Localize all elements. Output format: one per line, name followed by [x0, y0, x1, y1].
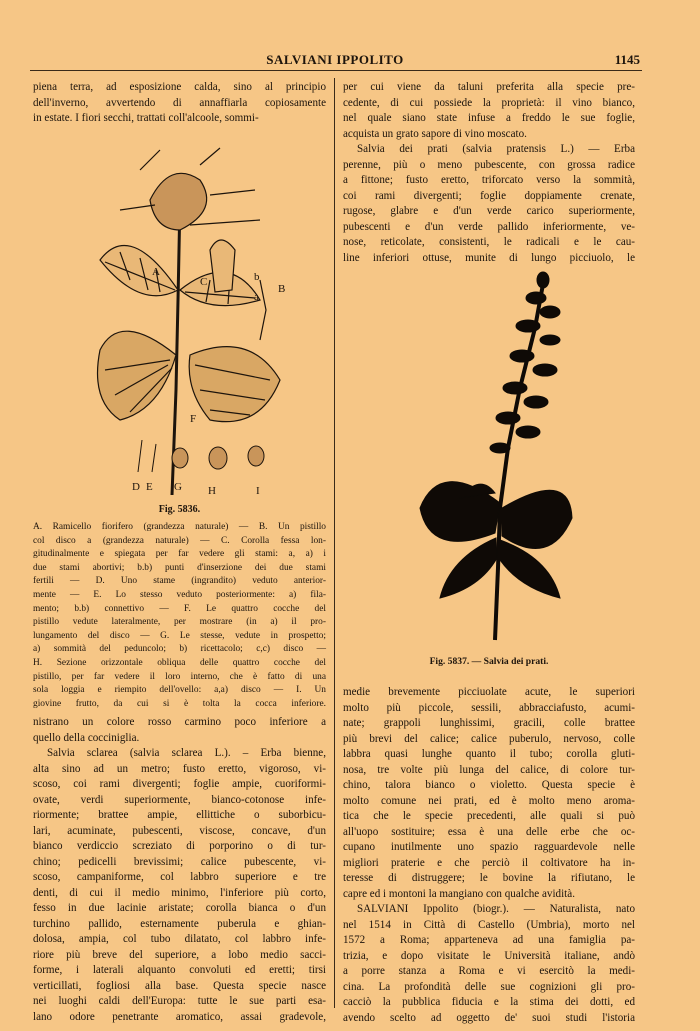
text-line: cupano inutilmente uno spazio ragguardevole nelle: [343, 841, 635, 853]
text-line: in estate. I fiori secchi, trattati coll'alcoole, sommi-: [33, 112, 259, 124]
text-line: trizia, e dopo visitate le Università italiane, andò: [343, 949, 635, 962]
text-line: riore più breve del superiore, a lobo medio sacci-: [33, 948, 326, 961]
caption-line: H. Sezione orizzontale obliqua delle quattro cocche del: [33, 657, 326, 668]
left-column-top: [33, 80, 326, 127]
figure-letter: a: [254, 291, 259, 303]
figure-5836-illustration: [60, 140, 310, 495]
text-line: pubescenti e d'un verde pallido inferiormente, ve-: [343, 220, 635, 233]
caption-line: mente — E. Lo stesso veduto posteriormente: a) fila-: [33, 589, 326, 600]
caption-line: due stami abortivi; b.b) punti d'inserzione dei due stami: [33, 562, 326, 573]
text-line: chino, talora bianco o violetto. Questa specie è: [343, 779, 635, 791]
text-line: molto più piccole, sessili, abbracciafusto, acumi-: [343, 701, 635, 714]
figure-letter: D: [132, 481, 140, 493]
text-line: capre ed i montoni la mangiano con qualche avidità.: [343, 887, 575, 900]
text-line: fesso in due lacinie aristate; corolla bianca o d'un: [33, 902, 326, 914]
text-line: ovate, verdi superiormente, bianco-cotonose infe-: [33, 793, 326, 806]
text-line: dell'inverno, avvertendo di annaffiarla copiosamente: [33, 96, 326, 109]
caption-line: mento; b.b) connettivo — F. Le quattro cocche del: [33, 603, 326, 614]
text-line: coi rami divergenti; foglie doppiamente crenate,: [343, 189, 635, 202]
caption-line: giovine frutto, da cui si è tolta la cocca inferiore.: [33, 698, 326, 709]
figure-letter: F: [190, 413, 197, 425]
header-rule: [30, 70, 642, 71]
text-line: migliori praterie e che perciò il coltivatore ha in-: [343, 856, 635, 869]
text-line: più brevi del calice; calice puberulo, nervoso, colle: [343, 732, 635, 745]
text-line: a porre stanza a Roma e vi esercitò la medi-: [343, 965, 635, 977]
text-line: Salvia dei prati (salvia pratensis L.) — Erba: [357, 143, 635, 155]
text-line: forme, i laterali alquanto convoluti ed eretti; tirsi: [33, 964, 326, 976]
text-line: rugose, glabre e d'un verde carico superiormente,: [343, 205, 635, 217]
text-line: lari, acuminate, pubescenti, viscose, concave, d'un: [33, 824, 326, 837]
text-line: alta sino ad un metro; fusto eretto, vigoroso, vi-: [33, 762, 326, 775]
text-line: nate; grappoli lunghissimi, gracili, colle brattee: [343, 717, 635, 729]
caption-line: col disco a (grandezza naturale) — C. Corolla fessa lon-: [33, 535, 326, 546]
figure-letter: G: [174, 481, 182, 493]
caption-line: gitudinalmente e spiegata per far vedere gli stami: a, a) i: [33, 549, 326, 560]
text-line: line inferiori ottuse, munite di lungo picciuolo, le: [343, 251, 635, 264]
text-line: cacciò la pubblica fiducia e la stima dei dotti, ed: [343, 996, 635, 1008]
text-line: chino; pedicelli brevissimi; calice pubescente, vi-: [33, 855, 326, 868]
figure-letter: B: [278, 283, 286, 295]
text-line: scoso, coi rami divergenti; foglie ampie, cuoriformi-: [33, 778, 326, 790]
caption-line: lungamento del disco — G. Le stesse, vedute in prospetto;: [33, 630, 326, 641]
text-line: riormente; brattee ampie, ellittiche o suborbicu-: [33, 809, 326, 821]
caption-line: pistillo, per far vedere il loro interno, che è fatto di una: [33, 671, 326, 682]
figure-letter: b: [254, 271, 260, 283]
text-line: nei luoghi caldi dell'Europa: tutte le sue parti esa-: [33, 995, 326, 1007]
text-line: cedente, di cui possiede la proprietà: il vino bianco,: [343, 96, 635, 109]
text-line: quello della cocciniglia.: [33, 731, 140, 744]
text-line: bianco verdiccio screziato di porporino o di tur-: [33, 840, 326, 852]
text-line: lano odore penetrante aromatico, assai gradevole,: [33, 1010, 326, 1023]
figure-5836-caption: [33, 521, 326, 711]
caption-line: A. Ramicello fiorifero (grandezza naturale) — B. Un pistillo: [33, 522, 326, 532]
text-line: nosa, tre volte più lunga del calice, di colore tur-: [343, 763, 635, 776]
text-line: scoso, campaniforme, col labbro superiore e tre: [33, 871, 326, 883]
text-line: medie brevemente picciuolate acute, le superiori: [343, 686, 635, 698]
text-line: SALVIANI Ippolito (biogr.). — Naturalista, nato: [357, 903, 635, 915]
text-line: molto comune nei prati, ed è molto meno aroma-: [343, 794, 635, 807]
caption-line: pistillo vedute lateralmente, per mostrare (in a) il pro-: [33, 617, 326, 628]
figure-letter: A: [152, 266, 160, 278]
text-line: nel quale siano state infuse a freddo le sue foglie,: [343, 112, 635, 124]
text-line: teresse di distruggere; le bovine la rifiutano, le: [343, 872, 635, 884]
text-line: a fittone; fusto eretto, triforcato verso la sommità,: [343, 174, 635, 186]
text-line: all'uopo sostituire; essa è una delle erbe che oc-: [343, 825, 635, 838]
text-line: Salvia sclarea (salvia sclarea L.). – Erba bienne,: [47, 747, 326, 759]
text-line: avendo scelto ad oggetto de' suoi studi l'istoria: [343, 1011, 635, 1024]
text-line: perenne, più o meno pubescente, con grossa radice: [343, 158, 635, 171]
text-line: per cui viene da taluni preferita alla specie pre-: [343, 81, 635, 93]
running-title: SALVIANI IPPOLITO: [266, 52, 404, 67]
figure-letter: I: [256, 485, 260, 495]
text-line: cina. La profondità delle sue cognizioni gli pro-: [343, 980, 635, 993]
text-line: nel 1514 in Città di Castello (Umbria), morto nel: [343, 918, 635, 931]
text-line: denti, di cui il medio minimo, l'inferiore più corto,: [33, 886, 326, 899]
text-line: 1572 a Roma; appartenevа ad una famiglia pa-: [343, 934, 635, 946]
caption-line: fertili — D. Uno stame (ingrandito) veduto anterior-: [33, 576, 326, 587]
text-line: nistrano un colore rosso carmino poco inferiore a: [33, 716, 326, 728]
left-column-bottom: [33, 715, 326, 1025]
text-line: nose, reticolate, consistenti, le radicali e le cau-: [343, 236, 635, 248]
text-line: tica che le specie precedenti, alle quali si può: [343, 810, 635, 822]
figure-5836-label: Fig. 5836.: [158, 504, 201, 515]
running-header: [30, 52, 640, 68]
text-line: piena terra, ad esposizione calda, sino al principio: [33, 81, 326, 93]
text-line: acquista un grato sapore di vino moscato.: [343, 127, 527, 140]
page-number: 1145: [614, 52, 640, 67]
figure-5837-illustration: [400, 268, 580, 648]
figure-letter: H: [208, 485, 216, 495]
right-column-top: [343, 80, 635, 266]
caption-line: sola loggia e riempito dell'ovello: a,a) disco — I. Un: [33, 685, 326, 696]
figure-letter: E: [146, 481, 153, 493]
figure-5837-caption: Fig. 5837. — Salvia dei prati.: [429, 656, 549, 667]
text-line: dolosa, ampia, col tubo dilatato, col labbro infe-: [33, 933, 326, 945]
caption-line: a) sommità del peduncolo; b) ricettacolo; c,c) disco —: [33, 644, 326, 655]
right-column-bottom: [343, 685, 635, 1026]
text-line: labbra quasi lunghe quanto il tubo; corolla gluti-: [343, 748, 635, 760]
text-line: verticillati, fogliosi alla base. Questa specie nasce: [33, 979, 326, 992]
text-line: turchino pallido, esternamente puberula e ghian-: [33, 917, 326, 930]
figure-letter: C: [200, 276, 208, 288]
column-divider: [334, 78, 335, 1008]
